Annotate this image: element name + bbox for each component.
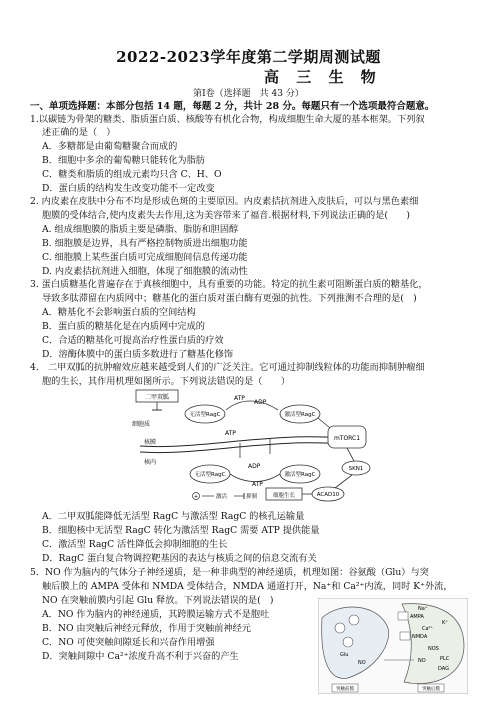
q4-mechanism-diagram <box>130 388 390 508</box>
q1-option-d: D．蛋白质的结构发生改变功能不一定改变 <box>42 183 215 194</box>
label-adp-top: ADP <box>254 399 267 406</box>
label-skn1: SKN1 <box>348 466 364 472</box>
q1-option-b: B．细胞中多余的葡萄糖只能转化为脂肪 <box>42 155 205 166</box>
q3-option-a: A．糖基化不会影响蛋白质的空间结构 <box>42 307 196 318</box>
q3-option-c: C．合适的糖基化可提高治疗性蛋白质的疗效 <box>42 335 224 346</box>
q5-stem-line2: 触后膜上的 AMPA 受体和 NMDA 受体结合，NMDA 通道打开，Na⁺和 Ca²⁺内流，同时 K⁺外流， <box>42 581 453 592</box>
label-mtorc1: mTORC1 <box>333 435 361 442</box>
label-postsynaptic: 突触后膜 <box>422 687 440 692</box>
label-nmda: NMDA <box>412 634 428 640</box>
label-adp-bottom: ADP <box>248 463 261 470</box>
q2-option-a: A. 组成细胞膜的脂质主要是磷脂、脂肪和胆固醇 <box>42 224 239 235</box>
q4-stem-line1: 4. 二甲双胍的抗肿瘤效应越来越受到人们的广泛关注。它可通过抑制线粒体的功能而抑制肿瘤细 <box>30 362 425 373</box>
label-active-ragc-top: 激活型RagC <box>284 412 316 418</box>
svg-text:+: + <box>193 494 199 500</box>
q3-stem-line2: 导致多肽滞留在内质网中；糖基化的蛋白质对蛋白酶有更强的抗性。下列推测不合理的是( ) <box>42 293 417 304</box>
label-ca: Ca²⁺ <box>422 626 434 632</box>
label-nos: NOS <box>428 646 439 652</box>
label-active-ragc-bottom: 激活型RagC <box>284 472 316 478</box>
q1-option-c: C．糖类和脂质的组成元素均只含 C、H、O <box>42 169 222 180</box>
label-nucleus: 核内 <box>144 459 157 466</box>
label-atp-bottom: ATP <box>252 481 263 488</box>
label-presynaptic: 突触前膜 <box>336 687 354 692</box>
q1-stem-line2: 述正确的是（ ） <box>42 127 116 138</box>
label-inactive-ragc-top: 无活型RagC <box>189 412 221 418</box>
label-cytoplasm: 细胞质 <box>132 421 151 428</box>
q5-stem-line3: NO 在突触前膜内引起 Glu 释放。下列说法错误的是( ) <box>42 595 274 606</box>
volume-heading: 第Ⅰ卷（选择题 共 43 分） <box>193 89 304 99</box>
label-acad10: ACAD10 <box>316 492 340 498</box>
q2-option-c: C. 细胞膜上某些蛋白质可完成细胞间信息传递功能 <box>42 252 248 263</box>
q4-option-b: B．细胞核中无活型 RagC 转化为激活型 RagC 需要 ATP 提供能量 <box>42 525 320 536</box>
section-heading: 一、单项选择题：本部分包括 14 题，每题 2 分，共计 28 分。每题只有一个选项最符合题意。 <box>30 101 435 112</box>
label-dag: DAG <box>438 666 449 672</box>
legend-inhibit: 抑制 <box>246 494 258 500</box>
label-cell-growth: 细胞生长 <box>272 493 296 499</box>
q5-stem-line1: 5．NO 作为脑内的气体分子神经递质，是一种非典型的神经递质，机理如图：谷氨酸（Glu）与突 <box>30 567 429 578</box>
paper-subtitle: 高 三 生 物 <box>264 68 382 86</box>
label-nuclear-membrane: 核膜 <box>144 439 157 446</box>
label-inactive-ragc-bottom: 无活型RagC <box>194 472 226 478</box>
q4-stem-line2: 胞的生长，其作用机理如图所示。下列说法错误的是（ ） <box>42 376 291 387</box>
label-plc: PLC <box>440 656 450 662</box>
q5-option-a: A．NO 作为脑内的神经递质，其跨膜运输方式不是胞吐 <box>42 609 270 620</box>
label-k: K⁺ <box>442 620 448 626</box>
q4-option-a: A．二甲双胍能降低无活型 RagC 与激活型 RagC 的核孔运输量 <box>42 511 305 522</box>
label-ampa: AMPA <box>410 614 424 620</box>
q2-stem-line2: 胞膜的受体结合,使内皮素失去作用,这为美容带来了福音.根据材料,下列说法正确的是( ) <box>42 210 410 221</box>
q5-synapse-diagram <box>318 598 468 694</box>
label-glu: Glu <box>340 652 349 658</box>
label-no-pre: NO <box>358 660 366 666</box>
q5-option-b: B．NO 由突触后神经元释放，作用于突触前神经元 <box>42 623 251 634</box>
label-no-post: NO <box>418 658 426 664</box>
q2-option-d: D. 内皮素拮抗剂进入细胞，体现了细胞膜的流动性 <box>42 266 248 277</box>
q4-option-d: D．RagC 蛋白复合物调控靶基因的表达与核质之间的信息交流有关 <box>42 553 317 564</box>
q5-option-c: C．NO 可使突触间隙延长和兴奋作用增强 <box>42 637 215 648</box>
q1-stem-line1: 1.以碳链为骨架的糖类、脂质蛋白质、核酸等有机化合物，构成细胞生命大厦的基本框架。下列叙 <box>30 114 425 125</box>
q3-stem-line1: 3. 蛋白质糖基化普遍存在于真核细胞中，具有重要的功能。特定的抗生素可阻断蛋白质的糖基化， <box>30 279 428 290</box>
legend-activate: 激活 <box>216 494 228 500</box>
label-metformin: 二甲双胍 <box>144 394 170 401</box>
label-atp-top: ATP <box>234 395 245 402</box>
label-atp-mid: ATP <box>225 430 236 437</box>
label-na: Na⁺ <box>418 606 428 612</box>
q5-option-d: D．突触间隙中 Ca²⁺浓度升高不利于兴奋的产生 <box>42 651 239 662</box>
q2-option-b: B. 细胞膜是边界，具有严格控制物质进出细胞功能 <box>42 238 248 249</box>
q3-option-b: B．蛋白质的糖基化是在内质网中完成的 <box>42 321 205 332</box>
q3-option-d: D．溶酶体膜中的蛋白质多数进行了糖基化修饰 <box>42 349 234 360</box>
q4-option-c: C．激活型 RagC 活性降低会抑制细胞的生长 <box>42 539 228 550</box>
q1-option-a: A．多糖都是由葡萄糖聚合而成的 <box>42 141 178 152</box>
paper-title: 2022-2023学年度第二学期周测试题 <box>116 48 381 66</box>
q2-stem-line1: 2. 内皮素在皮肤中分布不均是形成色斑的主要原因。内皮素拮抗剂进入皮肤后，可以与黑色素细 <box>30 196 419 207</box>
